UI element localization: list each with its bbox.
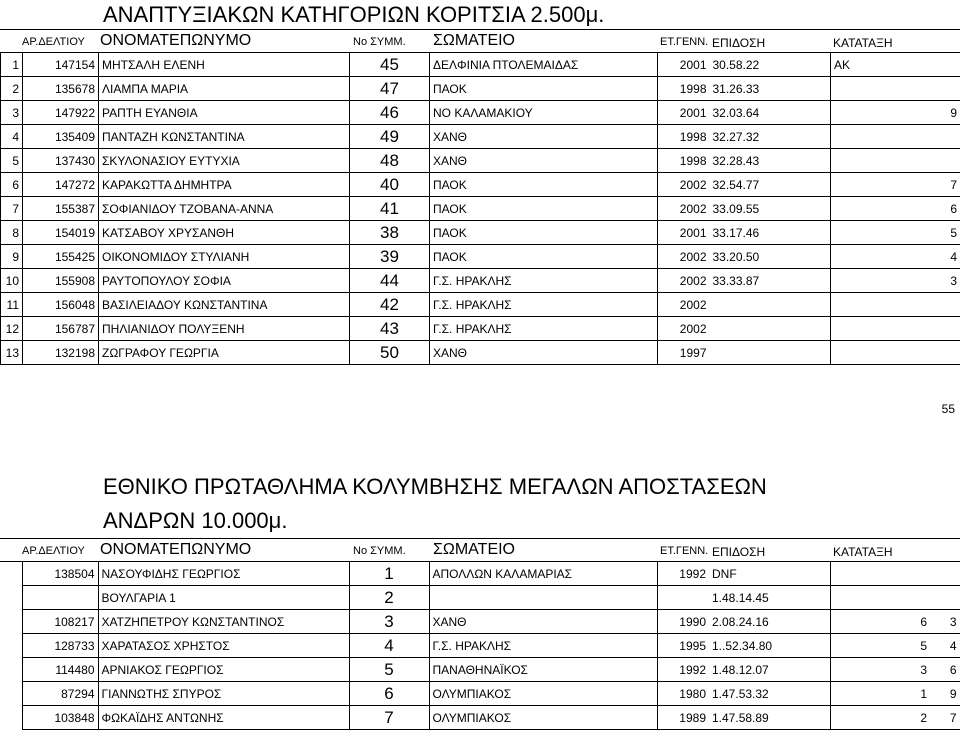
row-index: 4: [1, 125, 23, 149]
header-perf: ΕΠΙΔΟΣΗ: [712, 36, 766, 50]
performance: 1.47.53.32: [709, 682, 830, 706]
points: [931, 77, 960, 101]
athlete-id: 155908: [23, 269, 99, 293]
entry-number: 1: [349, 562, 429, 586]
athlete-name: ΦΩΚΑΪΔΗΣ ΑΝΤΩΝΗΣ: [98, 706, 349, 730]
ranking: [831, 293, 931, 317]
points: [931, 341, 960, 365]
club-name: Γ.Σ. ΗΡΑΚΛΗΣ: [430, 293, 658, 317]
ranking: [831, 269, 931, 293]
birth-year: 1990: [657, 610, 709, 634]
entry-number: 42: [350, 293, 430, 317]
athlete-id: 147154: [23, 53, 99, 77]
table-row: [1, 53, 960, 77]
club-name: ΝΟ ΚΑΛΑΜΑΚΙΟΥ: [430, 101, 658, 125]
birth-year: 1992: [657, 658, 709, 682]
ranking: [830, 586, 930, 610]
section2-results-table: [0, 561, 960, 730]
athlete-name: ΛΙΑΜΠΑ ΜΑΡΙΑ: [99, 77, 350, 101]
club-name: [429, 586, 657, 610]
points: 4: [931, 245, 960, 269]
ranking: [831, 125, 931, 149]
athlete-name: ΒΑΣΙΛΕΙΑΔΟΥ ΚΩΝΣΤΑΝΤΙΝΑ: [99, 293, 350, 317]
birth-year: 1980: [657, 682, 709, 706]
table-row: [0, 658, 960, 682]
performance: 33.20.50: [710, 245, 831, 269]
points: 4: [930, 634, 960, 658]
table-row: [1, 173, 960, 197]
header-arxdelt: ΑΡ.ΔΕΛΤΙΟΥ: [22, 545, 85, 557]
table-row: [0, 610, 960, 634]
performance: 31.26.33: [710, 77, 831, 101]
row-index: 11: [1, 293, 23, 317]
ranking: 5: [830, 634, 930, 658]
performance: 1.48.14.45: [709, 586, 830, 610]
performance: 1.47.58.89: [709, 706, 830, 730]
ranking: [831, 317, 931, 341]
row-index: 8: [1, 221, 23, 245]
club-name: ΧΑΝΘ: [429, 610, 657, 634]
athlete-id: 147922: [23, 101, 99, 125]
birth-year: 1989: [657, 706, 709, 730]
header-arxdelt: ΑΡ.ΔΕΛΤΙΟΥ: [22, 36, 85, 48]
entry-number: 41: [350, 197, 430, 221]
athlete-name: ΠΗΛΙΑΝΙΔΟΥ ΠΟΛΥΞΕΝΗ: [99, 317, 350, 341]
athlete-name: ΑΡΝΙΑΚΟΣ ΓΕΩΡΓΙΟΣ: [98, 658, 349, 682]
club-name: Γ.Σ. ΗΡΑΚΛΗΣ: [430, 269, 658, 293]
athlete-name: ΚΑΤΣΑΒΟΥ ΧΡΥΣΑΝΘΗ: [99, 221, 350, 245]
entry-number: 3: [349, 610, 429, 634]
birth-year: 1998: [658, 125, 710, 149]
section2-header-row: [0, 538, 960, 562]
row-spacer: [0, 658, 22, 682]
ranking: [831, 341, 931, 365]
entry-number: 43: [350, 317, 430, 341]
performance: 1.48.12.07: [709, 658, 830, 682]
ranking: [831, 101, 931, 125]
athlete-id: 108217: [22, 610, 98, 634]
athlete-id: 137430: [23, 149, 99, 173]
performance: DNF: [709, 562, 830, 586]
section2-title-line2: ΑΝΔΡΩΝ 10.000μ.: [103, 508, 288, 533]
athlete-name: ΡΑΥΤΟΠΟΥΛΟΥ ΣΟΦΙΑ: [99, 269, 350, 293]
row-index: 10: [1, 269, 23, 293]
points: 6: [930, 658, 960, 682]
athlete-name: ΚΑΡΑΚΩΤΤΑ ΔΗΜΗΤΡΑ: [99, 173, 350, 197]
performance: 32.27.32: [710, 125, 831, 149]
athlete-name: ΝΑΣΟΥΦΙΔΗΣ ΓΕΩΡΓΙΟΣ: [98, 562, 349, 586]
birth-year: 1995: [657, 634, 709, 658]
athlete-id: 155425: [23, 245, 99, 269]
athlete-name: ΣΟΦΙΑΝΙΔΟΥ ΤΖΟΒΑΝΑ-ΑΝΝΑ: [99, 197, 350, 221]
table-row: [1, 221, 960, 245]
athlete-name: ΧΑΤΖΗΠΕΤΡΟΥ ΚΩΝΣΤΑΝΤΙΝΟΣ: [98, 610, 349, 634]
entry-number: 2: [349, 586, 429, 610]
points: [931, 125, 960, 149]
entry-number: 7: [349, 706, 429, 730]
athlete-id: 135409: [23, 125, 99, 149]
club-name: Γ.Σ. ΗΡΑΚΛΗΣ: [429, 634, 657, 658]
entry-number: 50: [350, 341, 430, 365]
birth-year: 1997: [658, 341, 710, 365]
section1-results-table: [0, 52, 960, 365]
row-index: 1: [1, 53, 23, 77]
table-row: [0, 682, 960, 706]
row-index: 12: [1, 317, 23, 341]
birth-year: [657, 586, 709, 610]
table-row: [0, 562, 960, 586]
row-spacer: [0, 586, 22, 610]
birth-year: 2002: [658, 173, 710, 197]
table-row: [0, 586, 960, 610]
points: 3: [930, 610, 960, 634]
performance: 2.08.24.16: [709, 610, 830, 634]
athlete-name: ΡΑΠΤΗ ΕΥΑΝΘΙΑ: [99, 101, 350, 125]
row-index: 2: [1, 77, 23, 101]
athlete-name: ΧΑΡΑΤΑΣΟΣ ΧΡΗΣΤΟΣ: [98, 634, 349, 658]
points: 9: [930, 682, 960, 706]
performance: 32.28.43: [710, 149, 831, 173]
birth-year: 2002: [658, 197, 710, 221]
table-row: [1, 245, 960, 269]
athlete-name: ΓΙΑΝΝΩΤΗΣ ΣΠΥΡΟΣ: [98, 682, 349, 706]
header-perf: ΕΠΙΔΟΣΗ: [712, 545, 766, 559]
entry-number: 5: [349, 658, 429, 682]
club-name: ΧΑΝΘ: [430, 341, 658, 365]
row-spacer: [0, 562, 22, 586]
header-name: ΟΝΟΜΑΤΕΠΩΝΥΜΟ: [100, 32, 252, 49]
row-spacer: [0, 706, 22, 730]
performance: [710, 317, 831, 341]
performance: 33.33.87: [710, 269, 831, 293]
club-name: ΟΛΥΜΠΙΑΚΟΣ: [429, 706, 657, 730]
club-name: ΟΛΥΜΠΙΑΚΟΣ: [429, 682, 657, 706]
points: [931, 293, 960, 317]
club-name: ΧΑΝΘ: [430, 125, 658, 149]
header-name: ΟΝΟΜΑΤΕΠΩΝΥΜΟ: [100, 541, 252, 558]
table-row: [1, 293, 960, 317]
section1-title: ΑΝΑΠΤΥΞΙΑΚΩΝ ΚΑΤΗΓΟΡΙΩΝ ΚΟΡΙΤΣΙΑ 2.500μ.: [103, 2, 605, 27]
row-index: 6: [1, 173, 23, 197]
row-index: 5: [1, 149, 23, 173]
birth-year: 2002: [658, 317, 710, 341]
header-club: ΣΩΜΑΤΕΙΟ: [433, 32, 515, 49]
performance: [710, 293, 831, 317]
entry-number: 38: [350, 221, 430, 245]
athlete-id: 128733: [22, 634, 98, 658]
ranking: [831, 245, 931, 269]
club-name: ΑΠΟΛΛΩΝ ΚΑΛΑΜΑΡΙΑΣ: [429, 562, 657, 586]
ranking: [831, 77, 931, 101]
header-nosymm: Νο ΣΥΜΜ.: [353, 36, 406, 48]
athlete-id: 103848: [22, 706, 98, 730]
birth-year: 2001: [658, 101, 710, 125]
birth-year: 2002: [658, 293, 710, 317]
athlete-name: ΟΙΚΟΝΟΜΙΔΟΥ ΣΤΥΛΙΑΝΗ: [99, 245, 350, 269]
section2-title-line1: ΕΘΝΙΚΟ ΠΡΩΤΑΘΛΗΜΑ ΚΟΛΥΜΒΗΣΗΣ ΜΕΓΑΛΩΝ ΑΠΟΣΤΑΣΕΩΝ: [103, 474, 767, 499]
table-row: [1, 269, 960, 293]
performance: 32.03.64: [710, 101, 831, 125]
athlete-id: 156787: [23, 317, 99, 341]
ranking: 2: [830, 706, 930, 730]
header-club: ΣΩΜΑΤΕΙΟ: [433, 541, 515, 558]
row-index: 7: [1, 197, 23, 221]
athlete-name: ΜΗΤΣΑΛΗ ΕΛΕΝΗ: [99, 53, 350, 77]
athlete-name: ΣΚΥΛΟΝΑΣΙΟΥ ΕΥΤΥΧΙΑ: [99, 149, 350, 173]
header-year: ΕΤ.ΓΕΝΝ.: [660, 545, 709, 557]
birth-year: 2002: [658, 269, 710, 293]
ranking: 3: [830, 658, 930, 682]
ranking: 1: [830, 682, 930, 706]
table-row: [1, 341, 960, 365]
section1-header-row: [0, 29, 960, 53]
club-name: ΧΑΝΘ: [430, 149, 658, 173]
club-name: ΔΕΛΦΙΝΙΑ ΠΤΟΛΕΜΑΙΔΑΣ: [430, 53, 658, 77]
athlete-id: 138504: [22, 562, 98, 586]
row-spacer: [0, 634, 22, 658]
ranking: [831, 221, 931, 245]
club-name: Γ.Σ. ΗΡΑΚΛΗΣ: [430, 317, 658, 341]
performance: 1..52.34.80: [709, 634, 830, 658]
points: [930, 586, 960, 610]
athlete-id: 135678: [23, 77, 99, 101]
points: [930, 562, 960, 586]
athlete-id: 155387: [23, 197, 99, 221]
points: [931, 149, 960, 173]
birth-year: 2001: [658, 221, 710, 245]
points: 3: [931, 269, 960, 293]
birth-year: 1998: [658, 77, 710, 101]
athlete-id: 114480: [22, 658, 98, 682]
entry-number: 48: [350, 149, 430, 173]
entry-number: 44: [350, 269, 430, 293]
points: [931, 53, 960, 77]
entry-number: 45: [350, 53, 430, 77]
table-row: [1, 77, 960, 101]
ranking: [831, 149, 931, 173]
header-nosymm: Νο ΣΥΜΜ.: [353, 545, 406, 557]
row-spacer: [0, 610, 22, 634]
club-name: ΠΑΟΚ: [430, 77, 658, 101]
ranking: [831, 173, 931, 197]
row-spacer: [0, 682, 22, 706]
athlete-id: 87294: [22, 682, 98, 706]
athlete-id: 154019: [23, 221, 99, 245]
points: 6: [931, 197, 960, 221]
table-row: [1, 317, 960, 341]
table-row: [0, 634, 960, 658]
entry-number: 49: [350, 125, 430, 149]
athlete-id: 132198: [23, 341, 99, 365]
points: 7: [930, 706, 960, 730]
header-year: ΕΤ.ΓΕΝΝ.: [660, 36, 709, 48]
club-name: ΠΑΟΚ: [430, 197, 658, 221]
table-row: [0, 706, 960, 730]
birth-year: 2002: [658, 245, 710, 269]
athlete-name: ΒΟΥΛΓΑΡΙΑ 1: [98, 586, 349, 610]
section1-total: 55: [941, 402, 955, 416]
birth-year: 1992: [657, 562, 709, 586]
performance: 32.54.77: [710, 173, 831, 197]
table-row: [1, 149, 960, 173]
club-name: ΠΑΟΚ: [430, 173, 658, 197]
points: 5: [931, 221, 960, 245]
athlete-id: [22, 586, 98, 610]
performance: [710, 341, 831, 365]
entry-number: 39: [350, 245, 430, 269]
birth-year: 2001: [658, 53, 710, 77]
row-index: 3: [1, 101, 23, 125]
birth-year: 1998: [658, 149, 710, 173]
entry-number: 40: [350, 173, 430, 197]
athlete-id: 156048: [23, 293, 99, 317]
points: 9: [931, 101, 960, 125]
table-row: [1, 125, 960, 149]
table-row: [1, 101, 960, 125]
ranking: 6: [830, 610, 930, 634]
entry-number: 46: [350, 101, 430, 125]
entry-number: 4: [349, 634, 429, 658]
ranking: ΑΚ: [831, 53, 931, 77]
table-row: [1, 197, 960, 221]
header-rank: ΚΑΤΑΤΑΞΗ: [833, 545, 893, 559]
entry-number: 47: [350, 77, 430, 101]
row-index: 13: [1, 341, 23, 365]
performance: 30.58.22: [710, 53, 831, 77]
row-index: 9: [1, 245, 23, 269]
entry-number: 6: [349, 682, 429, 706]
athlete-name: ΖΩΓΡΑΦΟΥ ΓΕΩΡΓΙΑ: [99, 341, 350, 365]
performance: 33.09.55: [710, 197, 831, 221]
ranking: [831, 197, 931, 221]
performance: 33.17.46: [710, 221, 831, 245]
athlete-id: 147272: [23, 173, 99, 197]
athlete-name: ΠΑΝΤΑΖΗ ΚΩΝΣΤΑΝΤΙΝΑ: [99, 125, 350, 149]
points: [931, 317, 960, 341]
ranking: [830, 562, 930, 586]
club-name: ΠΑΟΚ: [430, 221, 658, 245]
club-name: ΠΑΝΑΘΗΝΑΪΚΟΣ: [429, 658, 657, 682]
points: 7: [931, 173, 960, 197]
header-rank: ΚΑΤΑΤΑΞΗ: [833, 36, 893, 50]
club-name: ΠΑΟΚ: [430, 245, 658, 269]
